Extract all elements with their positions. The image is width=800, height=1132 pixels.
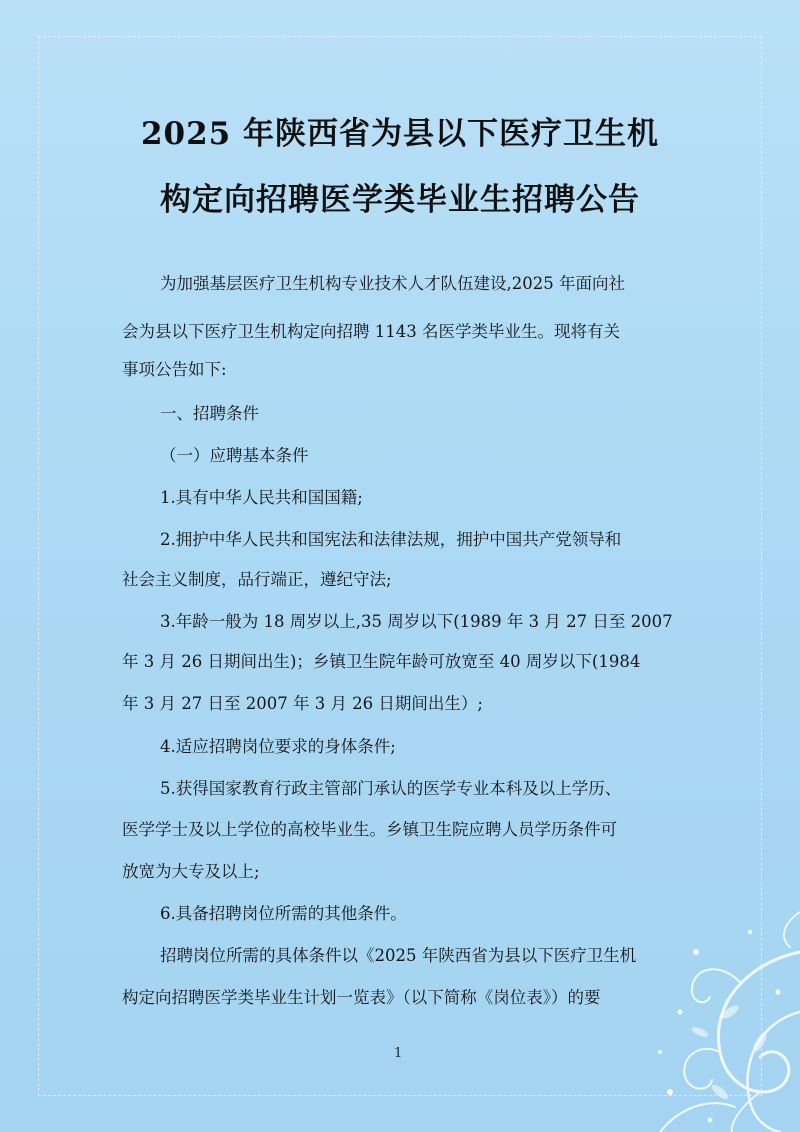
page-number: 1 (394, 1046, 403, 1061)
list-item: 5.获得国家教育行政主管部门承认的医学专业本科及以上学历、 (160, 779, 622, 798)
list-item-continued: 年 3 月 27 日至 2007 年 3 月 26 日期间出生）; (122, 694, 483, 713)
paragraph-line: 事项公告如下: (122, 360, 227, 379)
paragraph-line: 构定向招聘医学类毕业生计划一览表》（以下简称《岗位表》）的要 (122, 988, 601, 1007)
floral-swirl-icon (600, 892, 800, 1132)
page-title-line-2: 构定向招聘医学类毕业生招聘公告 (160, 182, 640, 218)
list-item-continued: 社会主义制度，品行端正，遵纪守法; (122, 570, 392, 589)
subsection-heading: （一）应聘基本条件 (160, 446, 309, 465)
paragraph-line: 会为县以下医疗卫生机构定向招聘 1143 名医学类毕业生。现将有关 (122, 322, 620, 341)
list-item-continued: 放宽为大专及以上; (122, 862, 260, 881)
paragraph-line: 为加强基层医疗卫生机构专业技术人才队伍建设,2025 年面向社 (160, 274, 625, 293)
page-title-line-1: 2025 年陕西省为县以下医疗卫生机 (140, 116, 660, 152)
list-item-continued: 医学学士及以上学位的高校毕业生。乡镇卫生院应聘人员学历条件可 (122, 820, 617, 839)
list-item-continued: 年 3 月 26 日期间出生)；乡镇卫生院年龄可放宽至 40 周岁以下(1984 (122, 652, 641, 671)
list-item: 2.拥护中华人民共和国宪法和法律法规，拥护中国共产党领导和 (160, 530, 622, 549)
list-item: 3.年龄一般为 18 周岁以上,35 周岁以下(1989 年 3 月 27 日至 2007 (160, 612, 673, 631)
paragraph-line: 招聘岗位所需的具体条件以《2025 年陕西省为县以下医疗卫生机 (160, 946, 637, 965)
list-item: 6.具备招聘岗位所需的其他条件。 (160, 904, 407, 923)
list-item: 4.适应招聘岗位要求的身体条件; (160, 737, 396, 756)
list-item: 1.具有中华人民共和国国籍; (160, 488, 363, 507)
section-heading: 一、招聘条件 (160, 404, 259, 423)
